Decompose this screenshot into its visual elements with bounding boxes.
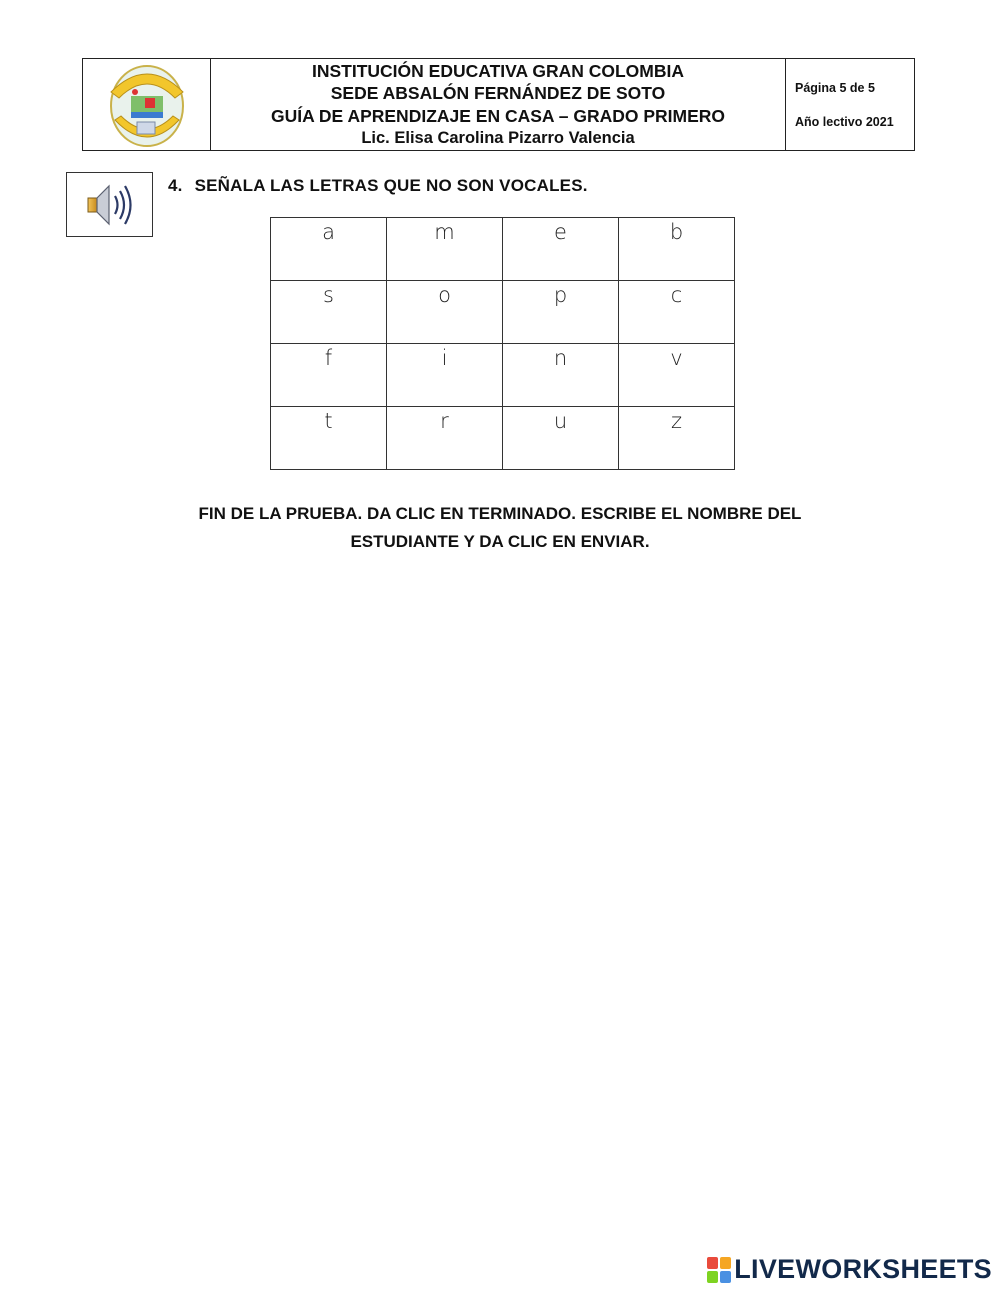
letter-cell[interactable]: z xyxy=(619,407,735,470)
letter-cell[interactable]: p xyxy=(503,281,619,344)
letter-cell[interactable]: a xyxy=(271,218,387,281)
document-header xyxy=(82,58,915,151)
letter-cell[interactable]: s xyxy=(271,281,387,344)
liveworksheets-brand xyxy=(707,1254,992,1285)
end-message-line-2: ESTUDIANTE Y DA CLIC EN ENVIAR. xyxy=(350,532,650,551)
letter-cell[interactable]: n xyxy=(503,344,619,407)
letter-cell[interactable]: m xyxy=(387,218,503,281)
teacher-name: Lic. Elisa Carolina Pizarro Valencia xyxy=(361,129,635,147)
end-of-test-message xyxy=(0,500,1000,556)
letter-cell[interactable]: t xyxy=(271,407,387,470)
institution-name: INSTITUCIÓN EDUCATIVA GRAN COLOMBIA xyxy=(311,60,685,81)
school-year: Año lectivo 2021 xyxy=(795,114,894,129)
grid-row xyxy=(271,344,735,407)
question-instruction xyxy=(168,176,588,196)
grid-row xyxy=(271,218,735,281)
liveworksheets-logo-icon xyxy=(707,1257,731,1283)
letter-cell[interactable]: o xyxy=(387,281,503,344)
play-audio-button[interactable] xyxy=(66,172,153,237)
header-meta xyxy=(786,59,914,150)
letter-cell[interactable]: b xyxy=(619,218,735,281)
grid-row xyxy=(271,281,735,344)
school-seal-logo-icon xyxy=(101,62,193,148)
letter-cell[interactable]: i xyxy=(387,344,503,407)
speaker-icon xyxy=(85,182,135,228)
header-title-block xyxy=(211,59,786,150)
question-number: 4. xyxy=(168,176,183,195)
guide-title: GUÍA DE APRENDIZAJE EN CASA – GRADO PRIMERO xyxy=(270,105,726,126)
letter-cell[interactable]: u xyxy=(503,407,619,470)
letter-cell[interactable]: r xyxy=(387,407,503,470)
brand-name: LIVEWORKSHEETS xyxy=(734,1254,992,1284)
campus-name: SEDE ABSALÓN FERNÁNDEZ DE SOTO xyxy=(330,83,666,103)
letter-cell[interactable]: e xyxy=(503,218,619,281)
page-number: Página 5 de 5 xyxy=(795,80,875,95)
letter-cell[interactable]: v xyxy=(619,344,735,407)
end-message-line-1: FIN DE LA PRUEBA. DA CLIC EN TERMINADO. ESCRIBE EL NOMBRE DEL xyxy=(198,504,802,523)
letters-grid xyxy=(270,217,735,470)
grid-row xyxy=(271,407,735,470)
question-text: SEÑALA LAS LETRAS QUE NO SON VOCALES. xyxy=(194,176,588,195)
logo-cell xyxy=(83,59,211,150)
letter-cell[interactable]: f xyxy=(271,344,387,407)
letter-cell[interactable]: c xyxy=(619,281,735,344)
